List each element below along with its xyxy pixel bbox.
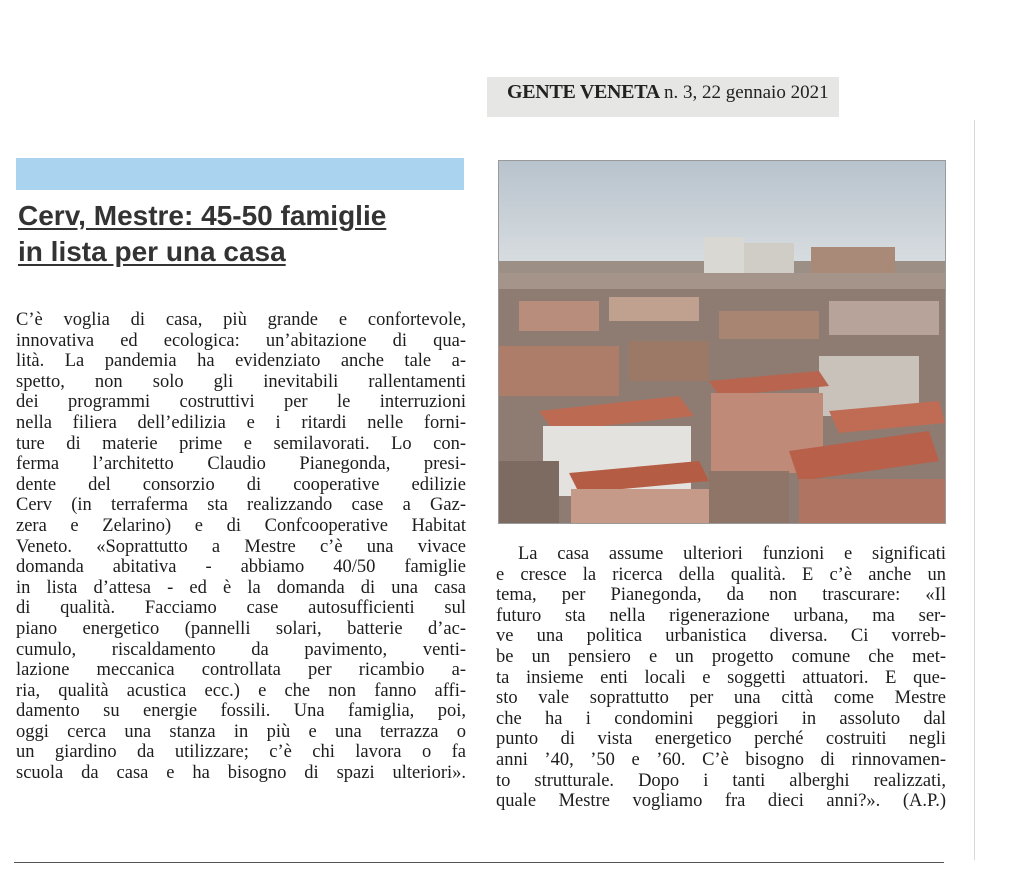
text-line: dente del consorzio di cooperative edilizie: [16, 474, 466, 495]
masthead: [487, 77, 839, 117]
text-line: anni ’40, ’50 e ’60. C’è bisogno di rinnovamen-: [496, 749, 946, 770]
text-line: e cresce la ricerca della qualità. E c’è anche un: [496, 564, 946, 585]
article-body-right-column: [496, 544, 946, 812]
text-line: nella filiera dell’edilizia e i ritardi nelle forni-: [16, 412, 466, 433]
text-line: be un pensiero e un progetto comune che met-: [496, 646, 946, 667]
text-line: ta insieme enti locali e soggetti attuatori. E que-: [496, 667, 946, 688]
masthead-issue: n. 3, 22 gennaio 2021: [663, 82, 829, 103]
text-line: spetto, non solo gli inevitabili rallentamenti: [16, 371, 466, 392]
bottom-rule: [14, 862, 944, 863]
text-line: zera e Zelarino) e di Confcooperative Habitat: [16, 515, 466, 536]
article-body-left-column: [16, 310, 466, 784]
text-line: un giardino da utilizzare; c’è chi lavora o fa: [16, 742, 466, 763]
text-line: dei programmi costruttivi per le interruzioni: [16, 392, 466, 413]
text-line: Veneto. «Soprattutto a Mestre c’è una vivace: [16, 536, 466, 557]
text-line: cumulo, riscaldamento da pavimento, venti-: [16, 639, 466, 660]
text-line: to strutturale. Dopo i tanti alberghi realizzati,: [496, 770, 946, 791]
text-line: scuola da casa e ha bisogno di spazi ulteriori».: [16, 763, 466, 784]
text-line: punto di vista energetico perché costruiti negli: [496, 729, 946, 750]
text-line: oggi cerca una stanza in più e una terrazza o: [16, 721, 466, 742]
text-line: in lista d’attesa - ed è la domanda di una casa: [16, 577, 466, 598]
text-line: Cerv (in terraferma sta realizzando case a Gaz-: [16, 495, 466, 516]
text-line: futuro sta nella rigenerazione urbana, ma ser-: [496, 605, 946, 626]
text-line: lazione meccanica controllata per ricambio a-: [16, 660, 466, 681]
city-rooftops-photo: [498, 160, 946, 524]
text-line: C’è voglia di casa, più grande e confortevole,: [16, 310, 466, 330]
text-line: ture di materie prime e semilavorati. Lo con-: [16, 433, 466, 454]
text-line: La casa assume ulteriori funzioni e significati: [518, 544, 946, 564]
headline-line: in lista per una casa: [18, 236, 286, 267]
accent-bar: [16, 158, 464, 190]
text-line: di qualità. Facciamo case autosufficienti sul: [16, 598, 466, 619]
text-line: che ha i condomini peggiori in assoluto dal: [496, 708, 946, 729]
headline-line: Cerv, Mestre: 45-50 famiglie: [18, 200, 387, 231]
scan-edge-line: [974, 120, 975, 860]
text-line: innovativa ed ecologica: un’abitazione di qua-: [16, 330, 466, 351]
text-line: ve una politica urbanistica diversa. Ci vorreb-: [496, 626, 946, 647]
text-line: quale Mestre vogliamo fra dieci anni?». (A.P.): [496, 791, 946, 812]
text-line: sto vale soprattutto per una città come Mestre: [496, 688, 946, 709]
text-line: lità. La pandemia ha evidenziato anche tale a-: [16, 351, 466, 372]
text-line: ria, qualità acustica ecc.) e che non fanno affi-: [16, 680, 466, 701]
masthead-publication: GENTE VENETA: [507, 81, 660, 103]
text-line: piano energetico (pannelli solari, batterie d’ac-: [16, 618, 466, 639]
text-line: damento su energie fossili. Una famiglia, poi,: [16, 701, 466, 722]
text-line: domanda abitativa - abbiamo 40/50 famiglie: [16, 557, 466, 578]
text-line: ferma l’architetto Claudio Pianegonda, presi-: [16, 454, 466, 475]
article-headline: [18, 198, 478, 270]
text-line: tema, per Pianegonda, da non trascurare: «Il: [496, 585, 946, 606]
